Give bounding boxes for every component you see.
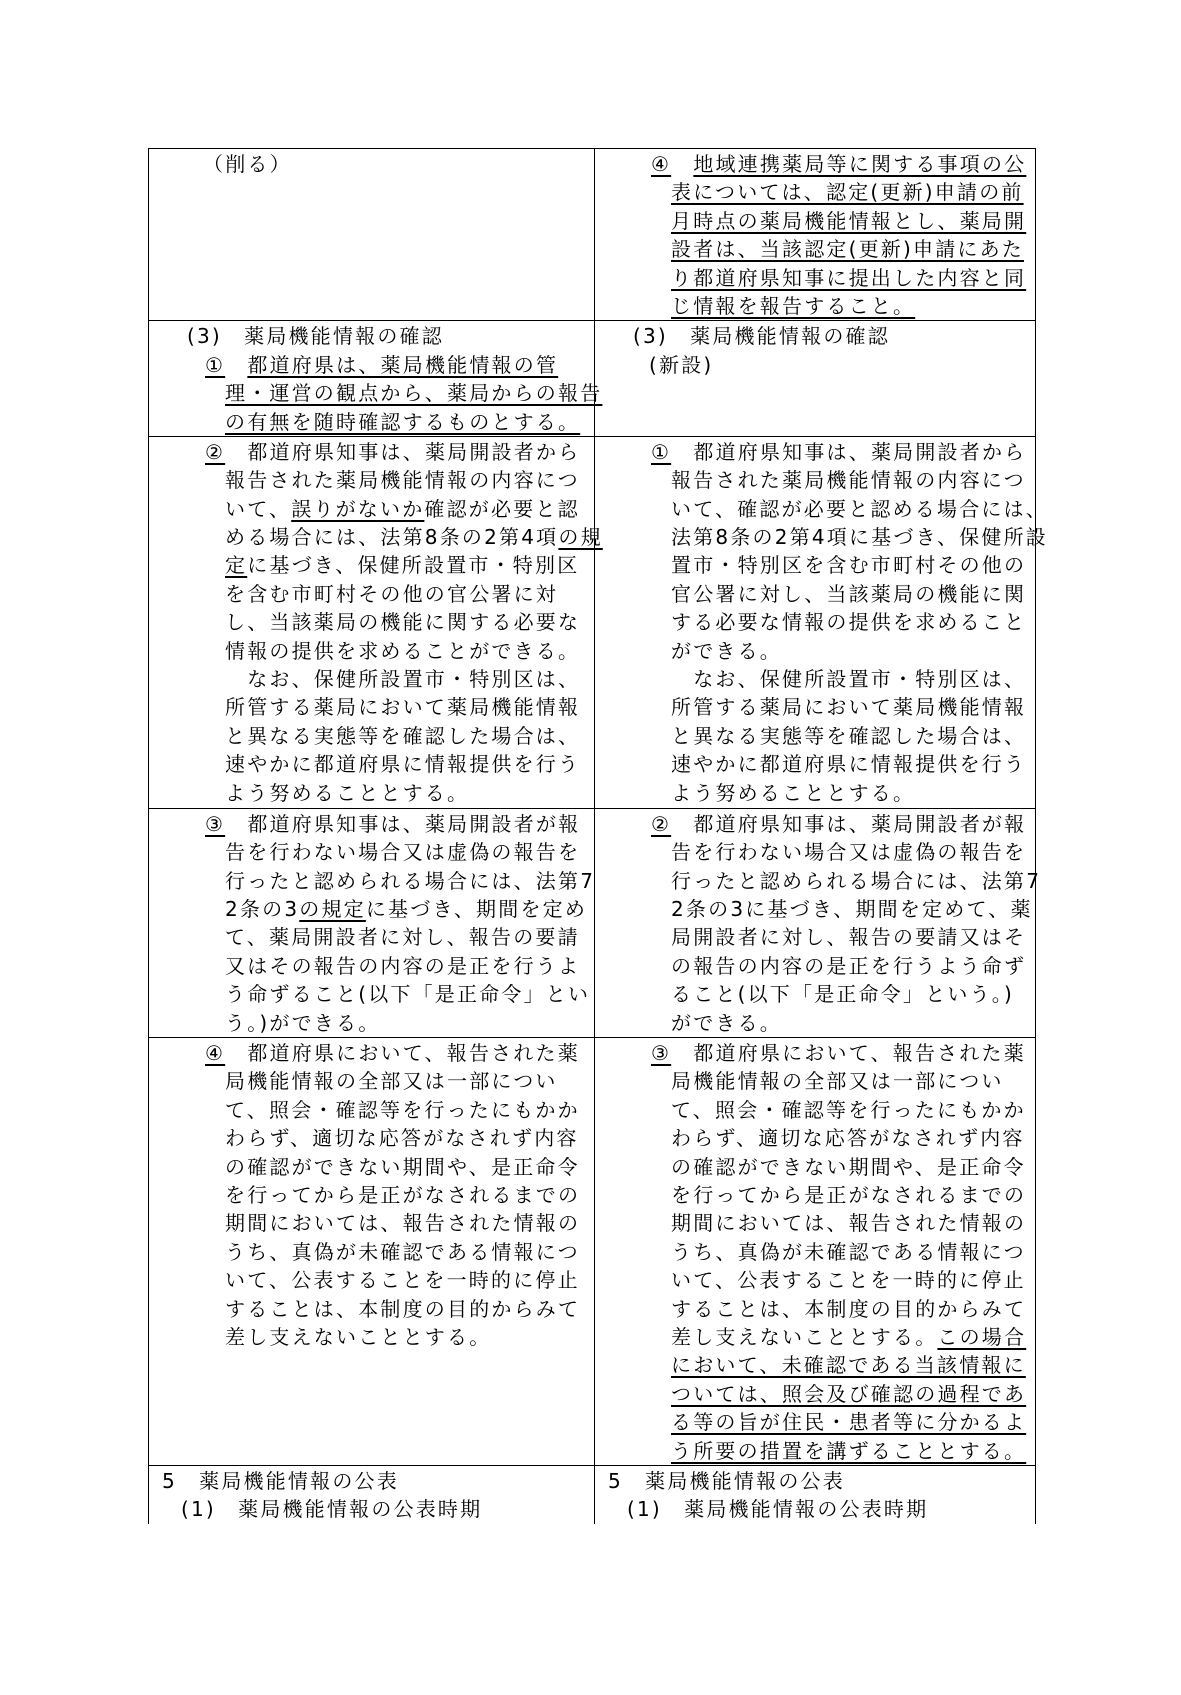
- text-segment: 告を行わない場合又は虚偽の報告を: [225, 840, 581, 865]
- text-segment: て、照会・確認等を行ったにもかか: [671, 1097, 1026, 1122]
- text-line: [595, 1351, 1035, 1379]
- text-segment: することは、本制度の目的からみて: [671, 1296, 1027, 1321]
- text-segment: 局開設者に対し、報告の要請又はそ: [671, 925, 1027, 950]
- text-segment: に基づき、保健所設置市・特別区: [247, 553, 580, 578]
- text-line: [149, 379, 603, 407]
- text-line: [595, 1153, 1035, 1181]
- text-line: [595, 264, 1035, 292]
- text-segment: (1) 薬局機能情報の公表時期: [627, 1497, 929, 1522]
- text-segment: 所管する薬局において薬局機能情報: [225, 695, 581, 720]
- text-segment: (3) 薬局機能情報の確認: [187, 324, 444, 349]
- text-line: [595, 351, 1035, 379]
- text-segment: の確認ができない期間や、是正命令: [671, 1154, 1026, 1179]
- text-segment: わらず、適切な応答がなされず内容: [671, 1126, 1025, 1151]
- text-line: [149, 1238, 594, 1266]
- comparison-table-body: [149, 149, 1048, 1524]
- revised-cell: [149, 436, 603, 808]
- text-line: [595, 580, 1035, 608]
- underlined-text: ③: [205, 811, 226, 836]
- underlined-text: 表については、認定(更新)申請の前: [671, 180, 1024, 205]
- text-line: [149, 580, 594, 608]
- text-segment: （削る）: [203, 152, 292, 176]
- text-line: [595, 750, 1035, 778]
- text-line: [595, 1009, 1035, 1037]
- text-line: [149, 523, 603, 551]
- text-segment: 5 薬局機能情報の公表: [162, 1469, 399, 1494]
- text-segment: 局機能情報の全部又は一部につい: [671, 1069, 1004, 1094]
- underlined-text: る等の旨が住民・患者等に分かるよ: [671, 1410, 1027, 1435]
- text-segment: ること(以下「是正命令」という。): [671, 982, 1015, 1007]
- text-segment: なお、保健所設置市・特別区は、: [671, 667, 1027, 692]
- underlined-text: この場合: [937, 1324, 1027, 1349]
- text-segment: 2条の3に基づき、期間を定めて、薬: [671, 897, 1033, 922]
- text-line: [149, 408, 594, 436]
- table-row: [149, 321, 1036, 437]
- revised-cell: [149, 149, 595, 321]
- text-line: [149, 1495, 594, 1523]
- text-line: [149, 952, 594, 980]
- text-line: [595, 1295, 1035, 1323]
- text-segment: することは、本制度の目的からみて: [225, 1296, 581, 1321]
- text-line: [595, 466, 1035, 494]
- text-segment: 都道府県知事は、薬局開設者から: [671, 439, 1027, 464]
- table-row: [149, 1038, 1036, 1466]
- text-line: [149, 838, 594, 866]
- text-segment: よう努めることとする。: [671, 780, 916, 805]
- comparison-table: [148, 148, 1048, 1524]
- text-line: [149, 1067, 594, 1095]
- text-segment: の確認ができない期間や、是正命令: [225, 1154, 580, 1179]
- text-line: [595, 779, 1035, 807]
- table-row: [149, 436, 1036, 808]
- text-line: [595, 1181, 1035, 1209]
- underlined-text: ②: [205, 439, 226, 464]
- text-segment: 告を行わない場合又は虚偽の報告を: [671, 840, 1027, 865]
- text-line: [149, 637, 594, 665]
- text-segment: 期間においては、報告された情報の: [225, 1211, 581, 1236]
- current-cell: [595, 321, 1036, 437]
- text-segment: に基づき、期間を定め: [365, 897, 588, 922]
- text-line: [595, 923, 1035, 951]
- text-segment: 法第8条の2第4項に基づき、保健所設: [671, 525, 1048, 550]
- text-segment: 速やかに都道府県に情報提供を行う: [225, 752, 581, 777]
- underlined-text: 月時点の薬局機能情報とし、薬局開: [671, 208, 1027, 233]
- text-line: [149, 1096, 594, 1124]
- text-line: [149, 1467, 594, 1495]
- text-line: [149, 322, 594, 350]
- current-cell: [595, 1038, 1036, 1466]
- text-line: [149, 1295, 594, 1323]
- text-line: [595, 608, 1035, 636]
- text-segment: 速やかに都道府県に情報提供を行う: [671, 752, 1027, 777]
- text-segment: 置市・特別区を含む市町村その他の: [671, 553, 1027, 578]
- underlined-text: う所要の措置を講ずることとする。: [671, 1438, 1027, 1463]
- underlined-text: ④: [651, 152, 672, 176]
- underlined-text: ②: [651, 811, 672, 836]
- underlined-text: の規定: [299, 897, 366, 922]
- table-row: [149, 1466, 1036, 1524]
- text-segment: 都道府県において、報告された薬: [225, 1041, 580, 1066]
- text-line: [149, 867, 594, 895]
- current-cell: [595, 808, 1042, 1037]
- text-line: [595, 810, 1035, 838]
- text-line: [149, 438, 594, 466]
- text-segment: 行ったと認められる場合には、法第7: [671, 868, 1042, 893]
- text-line: [149, 1153, 594, 1181]
- text-line: [595, 1096, 1035, 1124]
- text-line: [595, 495, 1048, 523]
- text-line: [595, 207, 1035, 235]
- text-segment: 都道府県知事は、薬局開設者が報: [671, 811, 1027, 836]
- text-segment: う。)ができる。: [225, 1010, 381, 1035]
- text-line: [595, 722, 1035, 750]
- text-segment: (1) 薬局機能情報の公表時期: [181, 1497, 483, 1522]
- revised-cell: [149, 808, 595, 1037]
- text-segment: を行ってから是正がなされるまでの: [225, 1182, 581, 1207]
- underlined-text: じ情報を報告すること。: [671, 293, 916, 318]
- text-line: [595, 1039, 1035, 1067]
- text-segment: 報告された薬局機能情報の内容につ: [671, 468, 1026, 493]
- text-line: [149, 1181, 594, 1209]
- table-row: [149, 808, 1036, 1037]
- text-segment: 都道府県知事は、薬局開設者から: [225, 439, 581, 464]
- text-line: [149, 750, 594, 778]
- revised-cell: [149, 1038, 595, 1466]
- underlined-text: り都道府県知事に提出した内容と同: [671, 265, 1027, 290]
- text-line: [595, 1209, 1035, 1237]
- text-segment: わらず、適切な応答がなされず内容: [225, 1126, 579, 1151]
- text-segment: (3) 薬局機能情報の確認: [633, 324, 890, 349]
- text-segment: 情報の提供を求めることができる。: [225, 638, 581, 663]
- text-segment: て、薬局開設者に対し、報告の要請: [225, 925, 580, 950]
- text-line: [595, 665, 1035, 693]
- text-line: [595, 150, 1035, 178]
- underlined-text: 理・運営の観点から、薬局からの報告: [225, 381, 603, 406]
- text-line: [595, 895, 1035, 923]
- text-line: [595, 1408, 1035, 1436]
- underlined-text: の規: [558, 525, 603, 550]
- underlined-text: 誤りがないか: [291, 496, 425, 521]
- text-segment: 報告された薬局機能情報の内容につ: [225, 468, 580, 493]
- text-line: [149, 1323, 594, 1351]
- text-line: [595, 1380, 1035, 1408]
- text-segment: いて、: [225, 496, 292, 521]
- text-segment: と異なる実態等を確認した場合は、: [225, 723, 581, 748]
- text-line: [595, 178, 1035, 206]
- text-segment: の報告の内容の是正を行うよう命ず: [671, 953, 1027, 978]
- current-cell: [595, 436, 1048, 808]
- text-line: [595, 1124, 1035, 1152]
- text-line: [595, 235, 1035, 263]
- text-line: [149, 980, 594, 1008]
- revised-cell: [149, 1466, 595, 1524]
- text-line: [149, 1009, 594, 1037]
- table-row: [149, 149, 1036, 321]
- text-segment: 差し支えないこととする。: [225, 1324, 492, 1349]
- current-cell: [595, 1466, 1036, 1524]
- text-segment: う命ずること(以下「是正命令」とい: [225, 982, 591, 1007]
- text-line: [595, 322, 1035, 350]
- text-segment: 都道府県知事は、薬局開設者が報: [225, 811, 581, 836]
- text-segment: 確認が必要と認: [424, 496, 580, 521]
- text-segment: [225, 353, 247, 377]
- underlined-text: において、未確認である当該情報に: [671, 1353, 1026, 1378]
- text-segment: うち、真偽が未確認である情報につ: [671, 1239, 1026, 1264]
- text-line: [149, 351, 594, 379]
- text-segment: 2条の3: [225, 897, 300, 922]
- text-segment: (新設): [649, 352, 714, 377]
- underlined-text: 地域連携薬局等に関する事項の公: [693, 152, 1027, 176]
- text-segment: する必要な情報の提供を求めること: [671, 610, 1027, 635]
- current-cell: [595, 149, 1036, 321]
- text-segment: うち、真偽が未確認である情報につ: [225, 1239, 580, 1264]
- text-segment: ができる。: [671, 638, 782, 663]
- text-line: [149, 495, 594, 523]
- text-segment: と異なる実態等を確認した場合は、: [671, 723, 1027, 748]
- underlined-text: 定: [225, 553, 248, 578]
- text-line: [149, 1266, 594, 1294]
- text-line: [595, 1323, 1035, 1351]
- text-segment: いて、公表することを一時的に停止: [671, 1268, 1026, 1293]
- text-line: [149, 895, 594, 923]
- text-line: [595, 1495, 1035, 1523]
- text-segment: 差し支えないこととする。: [671, 1324, 938, 1349]
- text-segment: を行ってから是正がなされるまでの: [671, 1182, 1027, 1207]
- text-line: [595, 952, 1035, 980]
- text-line: [595, 523, 1048, 551]
- text-line: [595, 292, 1035, 320]
- text-segment: 局機能情報の全部又は一部につい: [225, 1069, 558, 1094]
- underlined-text: 都道府県は、薬局機能情報の管: [247, 352, 559, 377]
- text-line: [595, 438, 1035, 466]
- text-segment: 都道府県において、報告された薬: [671, 1041, 1026, 1066]
- text-segment: なお、保健所設置市・特別区は、: [225, 667, 581, 692]
- text-line: [149, 551, 594, 579]
- text-line: [595, 980, 1035, 1008]
- text-line: [595, 1067, 1035, 1095]
- text-line: [595, 1437, 1035, 1465]
- text-line: [595, 838, 1035, 866]
- text-segment: ができる。: [671, 1010, 782, 1035]
- text-line: [595, 867, 1042, 895]
- underlined-text: ④: [205, 1041, 226, 1066]
- underlined-text: ついては、照会及び確認の過程であ: [671, 1381, 1027, 1406]
- underlined-text: ①: [205, 352, 226, 377]
- text-line: [149, 466, 594, 494]
- underlined-text: ①: [651, 439, 672, 464]
- text-segment: し、当該薬局の機能に関する必要な: [225, 610, 581, 635]
- text-segment: よう努めることとする。: [225, 780, 470, 805]
- text-line: [149, 923, 594, 951]
- text-segment: める場合には、法第8条の2第4項: [225, 525, 559, 550]
- text-line: [149, 810, 594, 838]
- text-line: [595, 1467, 1035, 1495]
- text-segment: 官公署に対し、当該薬局の機能に関: [671, 581, 1027, 606]
- text-segment: 5 薬局機能情報の公表: [608, 1469, 845, 1494]
- underlined-text: の有無を随時確認するものとする。: [225, 409, 581, 434]
- text-line: [595, 693, 1035, 721]
- text-line: [149, 150, 594, 178]
- text-line: [149, 665, 594, 693]
- text-segment: て、照会・確認等を行ったにもかか: [225, 1097, 580, 1122]
- revised-cell: [149, 321, 603, 437]
- text-segment: 又はその報告の内容の是正を行うよ: [225, 953, 581, 978]
- underlined-text: ③: [651, 1041, 672, 1066]
- text-line: [595, 551, 1035, 579]
- text-segment: 所管する薬局において薬局機能情報: [671, 695, 1027, 720]
- text-line: [149, 1209, 594, 1237]
- text-line: [595, 1238, 1035, 1266]
- text-line: [149, 608, 594, 636]
- text-line: [595, 1266, 1035, 1294]
- underlined-text: 設者は、当該認定(更新)申請にあた: [671, 237, 1025, 262]
- text-segment: 期間においては、報告された情報の: [671, 1211, 1027, 1236]
- text-line: [149, 1124, 594, 1152]
- text-segment: 行ったと認められる場合には、法第7: [225, 868, 596, 893]
- text-segment: [671, 152, 693, 176]
- text-line: [149, 779, 594, 807]
- text-line: [149, 1039, 594, 1067]
- text-line: [595, 637, 1035, 665]
- text-segment: を含む市町村その他の官公署に対: [225, 581, 558, 606]
- text-segment: いて、確認が必要と認める場合には、: [671, 496, 1048, 521]
- text-line: [149, 722, 594, 750]
- text-line: [149, 693, 594, 721]
- text-segment: いて、公表することを一時的に停止: [225, 1268, 580, 1293]
